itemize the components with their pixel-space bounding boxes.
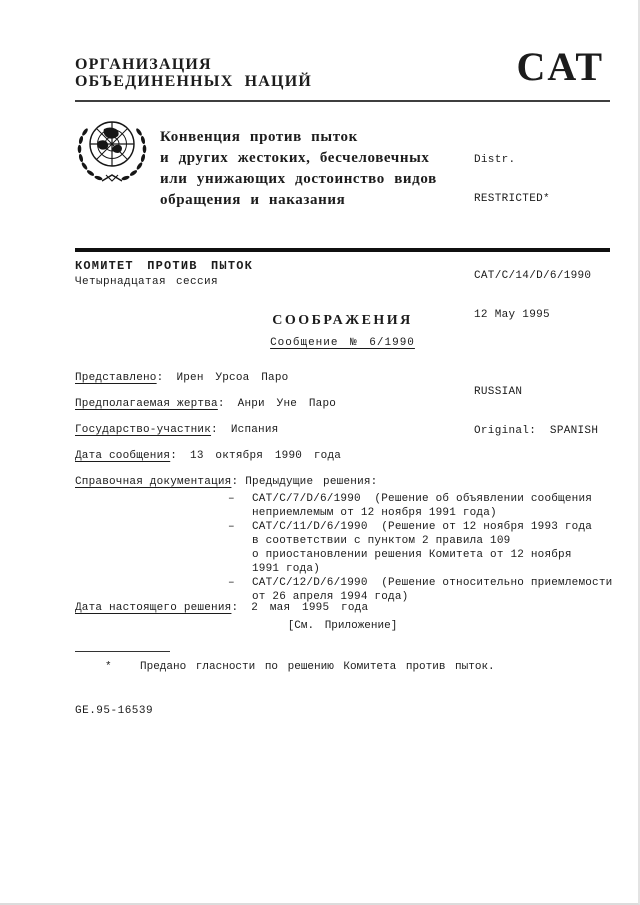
document-original-language: Original: SPANISH <box>474 425 599 437</box>
field-value: Анри Уне Паро <box>237 398 337 410</box>
list-dash: – <box>228 577 235 589</box>
colon: : <box>211 424 218 436</box>
field-label: Представлено <box>75 372 157 384</box>
field-label: Предполагаемая жертва <box>75 398 218 410</box>
footnote-divider <box>75 651 170 652</box>
un-emblem-icon <box>72 115 152 192</box>
field-value: Ирен Урсоа Паро <box>176 372 289 384</box>
field-value: 2 мая 1995 года <box>251 602 369 614</box>
colon: : <box>217 398 225 410</box>
spacer <box>75 520 228 534</box>
colon: : <box>231 602 239 614</box>
spacer <box>75 576 228 590</box>
field-submitted-by <box>75 371 610 386</box>
document-series-code: CAT <box>516 44 604 89</box>
field-label: Дата настоящего решения <box>75 602 232 614</box>
convention-title-line3: или унижающих достоинство видов <box>160 171 437 187</box>
field-label: Справочная документация <box>75 476 232 488</box>
convention-title-line4: обращения и наказания <box>160 192 346 208</box>
list-item-text: неприемлемым от 12 ноября 1991 года) <box>252 507 497 519</box>
field-communication-date <box>75 449 610 464</box>
convention-title-line2: и других жестоких, бесчеловечных <box>160 150 430 166</box>
colon: : <box>156 372 164 384</box>
session-name: Четырнадцатая сессия <box>75 276 219 288</box>
field-value: Испания <box>230 424 279 436</box>
list-item-continuation <box>75 506 610 520</box>
spacer <box>474 232 598 244</box>
field-value: 13 октября 1990 года <box>190 450 342 462</box>
spacer <box>75 492 228 506</box>
list-item-continuation <box>75 562 610 576</box>
committee-name: КОМИТЕТ ПРОТИВ ПЫТОК <box>75 259 254 273</box>
section-title: СООБРАЖЕНИЯ <box>272 313 413 328</box>
list-item-text: CAT/C/11/D/6/1990 (Решение от 12 ноября 1993 года <box>252 521 593 533</box>
masthead-thick-rule <box>75 248 610 252</box>
spacer <box>228 534 252 548</box>
document-symbol: CAT/C/14/D/6/1990 <box>474 270 592 282</box>
ge-document-number: GE.95-16539 <box>75 705 154 717</box>
list-item-text: 1991 года) <box>252 563 321 575</box>
list-item-text: в соответствии с пунктом 2 правила 109 <box>252 535 511 547</box>
document-language: RUSSIAN <box>474 386 523 398</box>
convention-title <box>160 127 490 211</box>
list-item <box>75 576 613 590</box>
list-item <box>75 520 610 534</box>
list-dash: – <box>228 493 235 505</box>
field-decision-date <box>75 602 368 614</box>
list-item <box>75 492 610 506</box>
spacer <box>75 548 228 562</box>
document-date: 12 May 1995 <box>474 309 550 321</box>
field-label: Государство-участник <box>75 424 212 436</box>
convention-title-line1: Конвенция против пыток <box>160 129 358 145</box>
previous-decisions-list <box>75 492 613 604</box>
spacer <box>228 506 252 520</box>
spacer <box>474 348 598 360</box>
distr-label: Distr. <box>474 154 516 166</box>
spacer <box>228 562 252 576</box>
footnote <box>75 661 495 673</box>
communication-number <box>75 337 610 349</box>
field-alleged-victim <box>75 397 610 412</box>
colon: : <box>231 476 239 488</box>
colon: : <box>170 450 178 462</box>
list-item-text: CAT/C/7/D/6/1990 (Решение об объявлении сообщения <box>252 493 593 505</box>
reference-intro: Предыдущие решения: <box>245 476 378 488</box>
communication-number-text: Сообщение № 6/1990 <box>270 337 415 349</box>
spacer <box>75 506 228 520</box>
spacer <box>228 548 252 562</box>
header-divider <box>75 100 610 102</box>
footnote-marker: * <box>105 661 112 673</box>
list-item-text: от 26 апреля 1994 года) <box>252 591 409 603</box>
distr-mode: RESTRICTED* <box>474 193 550 205</box>
case-fields <box>75 371 613 604</box>
org-name-line1: ОРГАНИЗАЦИЯ <box>75 56 212 73</box>
spacer <box>75 534 228 548</box>
list-item-continuation <box>75 534 610 548</box>
list-item-continuation <box>75 548 610 562</box>
annex-note: [См. Приложение] <box>287 620 398 632</box>
footnote-text: Предано гласности по решению Комитета против пыток. <box>140 661 495 673</box>
spacer <box>75 562 228 576</box>
list-item-text: CAT/C/12/D/6/1990 (Решение относительно приемлемости <box>252 577 613 589</box>
org-name-line2: ОБЪЕДИНЕННЫХ НАЦИЙ <box>75 73 312 90</box>
un-org-name <box>75 56 312 90</box>
list-dash: – <box>228 521 235 533</box>
list-item-text: о приостановлении решения Комитета от 12 ноября <box>252 549 572 561</box>
field-label: Дата сообщения <box>75 450 171 462</box>
field-reference-documentation <box>75 475 610 490</box>
field-state-party <box>75 423 610 438</box>
